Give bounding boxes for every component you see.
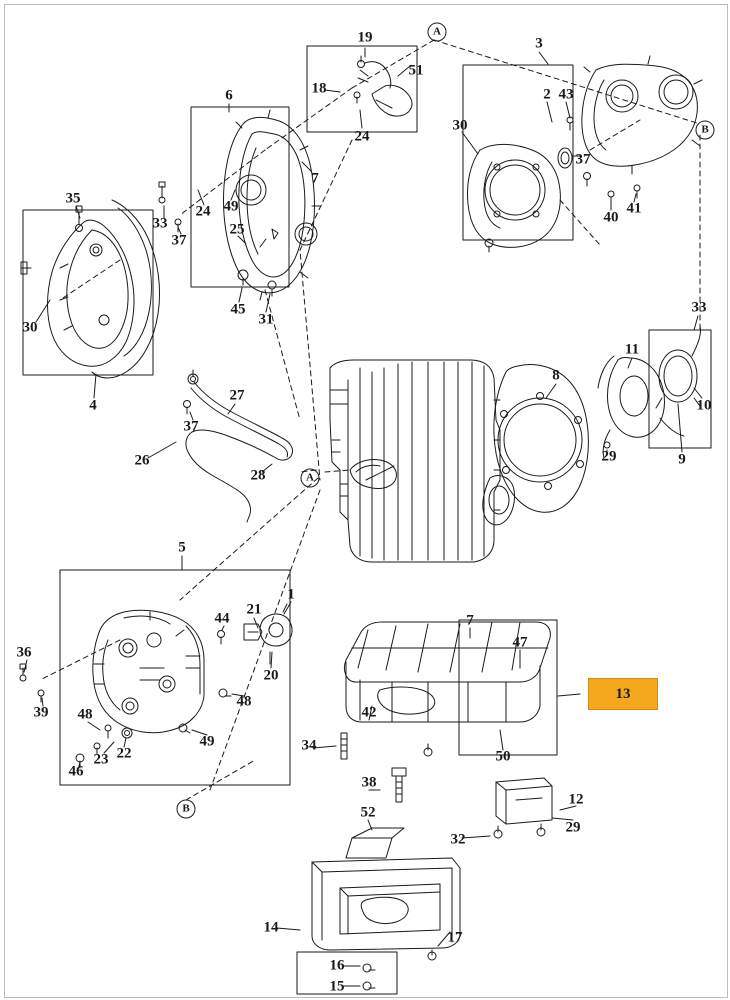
callout-8: 8: [552, 367, 560, 384]
callout-27: 27: [229, 387, 245, 404]
callout-31: 31: [258, 311, 274, 328]
callout-49-bottom: 49: [199, 733, 215, 750]
callout-4: 4: [89, 397, 97, 414]
callout-26: 26: [134, 452, 150, 469]
callout-b-bottom: B: [177, 800, 196, 819]
callout-30-top: 30: [452, 117, 468, 134]
callout-6: 6: [225, 87, 233, 104]
callout-33-left: 33: [152, 215, 168, 232]
callout-11: 11: [624, 341, 640, 358]
callout-37-dipstick: 37: [183, 418, 199, 435]
callout-a-top: A: [428, 23, 447, 42]
callout-14: 14: [263, 919, 279, 936]
callout-9: 9: [678, 451, 686, 468]
callout-45: 45: [230, 301, 246, 318]
callout-43: 43: [558, 86, 574, 103]
callout-10: 10: [696, 397, 712, 414]
callout-15: 15: [329, 978, 345, 995]
callout-52: 52: [360, 804, 376, 821]
callout-36: 36: [16, 644, 32, 661]
callout-12: 12: [568, 791, 584, 808]
callout-47: 47: [512, 634, 528, 651]
callout-49-top: 49: [223, 198, 239, 215]
callout-35: 35: [65, 190, 81, 207]
callout-41: 41: [626, 200, 642, 217]
callout-46: 46: [68, 763, 84, 780]
callout-29-right: 29: [601, 448, 617, 465]
callout-a-mid: A: [301, 469, 320, 488]
callout-38: 38: [361, 774, 377, 791]
callout-48-left: 48: [77, 706, 93, 723]
callout-32: 32: [450, 831, 466, 848]
callout-24-left: 24: [195, 203, 211, 220]
callout-28: 28: [250, 467, 266, 484]
callout-7-bottom: 7: [466, 612, 474, 629]
callout-23: 23: [93, 751, 109, 768]
callout-48-right: 48: [236, 693, 252, 710]
callout-1: 1: [287, 586, 295, 603]
callout-24-top: 24: [354, 128, 370, 145]
callout-5: 5: [178, 539, 186, 556]
callout-2: 2: [543, 86, 551, 103]
callout-19: 19: [357, 29, 373, 46]
callout-21: 21: [246, 601, 262, 618]
callout-29-bottom: 29: [565, 819, 581, 836]
callout-18: 18: [311, 80, 327, 97]
callout-16: 16: [329, 957, 345, 974]
callout-42: 42: [361, 704, 377, 721]
callout-22: 22: [116, 745, 132, 762]
callout-37-topright: 37: [575, 151, 591, 168]
callout-20: 20: [263, 667, 279, 684]
callout-39: 39: [33, 704, 49, 721]
callout-7-top: 7: [311, 170, 319, 187]
callout-b-top: B: [696, 121, 715, 140]
callout-37-left: 37: [171, 232, 187, 249]
callout-44: 44: [214, 610, 230, 627]
callout-40: 40: [603, 209, 619, 226]
callout-50: 50: [495, 748, 511, 765]
callout-25: 25: [229, 221, 245, 238]
callout-33-right: 33: [691, 299, 707, 316]
callout-17: 17: [447, 929, 463, 946]
callout-3: 3: [535, 35, 543, 52]
callout-30-left: 30: [22, 319, 38, 336]
callout-34: 34: [301, 737, 317, 754]
callout-51: 51: [408, 62, 424, 79]
highlighted-part-13[interactable]: 13: [588, 678, 658, 710]
